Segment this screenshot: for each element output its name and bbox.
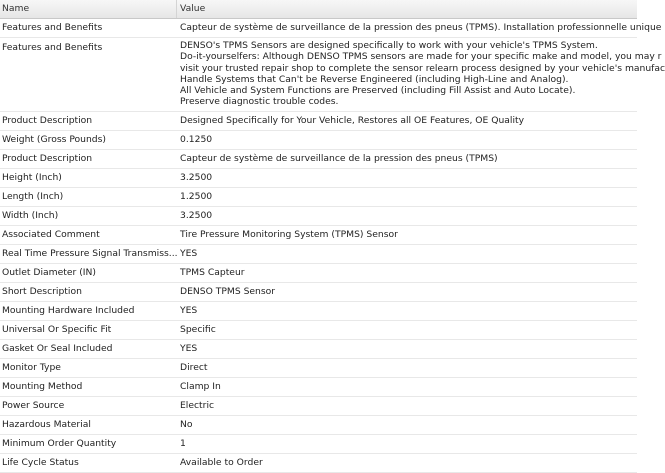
attribute-name: Features and Benefits bbox=[2, 22, 103, 33]
attribute-value: Electric bbox=[180, 400, 215, 411]
value-line: Do-it-yourselfers: Although DENSO TPMS sensors are made for your specific make and model, you may r bbox=[180, 51, 662, 63]
attribute-value: Capteur de système de surveillance de la pression des pneus (TPMS) bbox=[180, 153, 498, 164]
table-row[interactable] bbox=[0, 226, 637, 245]
attribute-name: Monitor Type bbox=[2, 362, 61, 373]
attribute-name: Hazardous Material bbox=[2, 419, 91, 430]
attribute-value: 1 bbox=[180, 438, 186, 449]
attribute-name: Product Description bbox=[2, 115, 93, 126]
table-row[interactable] bbox=[0, 169, 637, 188]
table-row[interactable] bbox=[0, 245, 637, 264]
attribute-name: Short Description bbox=[2, 286, 82, 297]
value-line: Handle Systems that Can't be Reverse Engineered (including High-Line and Analog). bbox=[180, 73, 569, 85]
attribute-name: Weight (Gross Pounds) bbox=[2, 134, 107, 145]
value-line: All Vehicle and System Functions are Preserved (including Fill Assist and Auto Locate). bbox=[180, 85, 576, 97]
attribute-name: Universal Or Specific Fit bbox=[2, 324, 112, 335]
value-column-header[interactable]: Value bbox=[180, 3, 206, 14]
attribute-name: Life Cycle Status bbox=[2, 457, 79, 468]
attribute-name: Minimum Order Quantity bbox=[2, 438, 117, 449]
table-row[interactable] bbox=[0, 454, 637, 473]
attribute-name: Width (Inch) bbox=[2, 210, 59, 221]
table-row[interactable] bbox=[0, 321, 637, 340]
table-row[interactable] bbox=[0, 188, 637, 207]
attribute-name: Product Description bbox=[2, 153, 93, 164]
grid-header bbox=[0, 0, 637, 19]
attribute-name: Associated Comment bbox=[2, 229, 100, 240]
table-row[interactable] bbox=[0, 38, 665, 112]
attribute-value bbox=[177, 38, 665, 111]
attribute-value: 3.2500 bbox=[180, 172, 213, 183]
value-line: DENSO's TPMS Sensors are designed specifically to work with your vehicle's TPMS System. bbox=[180, 40, 598, 51]
attribute-name: Length (Inch) bbox=[2, 191, 64, 202]
table-row[interactable] bbox=[0, 302, 637, 321]
attribute-value: YES bbox=[180, 248, 198, 259]
table-row[interactable] bbox=[0, 150, 637, 169]
attribute-value: Capteur de système de surveillance de la pression des pneus (TPMS). Installation professionnelle unique bbox=[180, 22, 662, 33]
attribute-name: Real Time Pressure Signal Transmiss... bbox=[2, 248, 178, 259]
attribute-value: 0.1250 bbox=[180, 134, 213, 145]
attribute-value: Available to Order bbox=[180, 457, 263, 468]
attribute-value: 3.2500 bbox=[180, 210, 213, 221]
table-row[interactable] bbox=[0, 131, 637, 150]
table-row[interactable] bbox=[0, 378, 637, 397]
attribute-value: Clamp In bbox=[180, 381, 221, 392]
attribute-name: Mounting Method bbox=[2, 381, 83, 392]
table-row[interactable] bbox=[0, 207, 637, 226]
table-row[interactable] bbox=[0, 397, 637, 416]
attribute-value: Direct bbox=[180, 362, 208, 373]
table-row[interactable] bbox=[0, 340, 637, 359]
attribute-name: Gasket Or Seal Included bbox=[2, 343, 113, 354]
attribute-value: YES bbox=[180, 305, 198, 316]
attribute-name: Features and Benefits bbox=[2, 42, 103, 53]
table-row[interactable] bbox=[0, 19, 662, 38]
table-row[interactable] bbox=[0, 359, 637, 378]
attribute-name: Height (Inch) bbox=[2, 172, 62, 183]
attribute-value: Specific bbox=[180, 324, 216, 335]
attribute-value: YES bbox=[180, 343, 198, 354]
table-row[interactable] bbox=[0, 416, 637, 435]
value-line: Preserve diagnostic trouble codes. bbox=[180, 96, 339, 108]
attribute-value: TPMS Capteur bbox=[180, 267, 245, 278]
attribute-value: 1.2500 bbox=[180, 191, 213, 202]
attribute-value: Designed Specifically for Your Vehicle, Restores all OE Features, OE Quality bbox=[180, 115, 525, 126]
table-row[interactable] bbox=[0, 112, 637, 131]
table-row[interactable] bbox=[0, 264, 637, 283]
attribute-value: No bbox=[180, 419, 193, 430]
attribute-name: Power Source bbox=[2, 400, 65, 411]
attribute-value: Tire Pressure Monitoring System (TPMS) Sensor bbox=[180, 229, 398, 240]
table-row[interactable] bbox=[0, 435, 637, 454]
value-line: visit your trusted repair shop to complete the sensor relearn process designed by your vehicle's manufac bbox=[180, 62, 665, 74]
attribute-name: Outlet Diameter (IN) bbox=[2, 267, 96, 278]
table-row[interactable] bbox=[0, 283, 637, 302]
name-column-header[interactable]: Name bbox=[0, 0, 177, 18]
attribute-value: DENSO TPMS Sensor bbox=[180, 286, 276, 297]
attribute-name: Mounting Hardware Included bbox=[2, 305, 135, 316]
